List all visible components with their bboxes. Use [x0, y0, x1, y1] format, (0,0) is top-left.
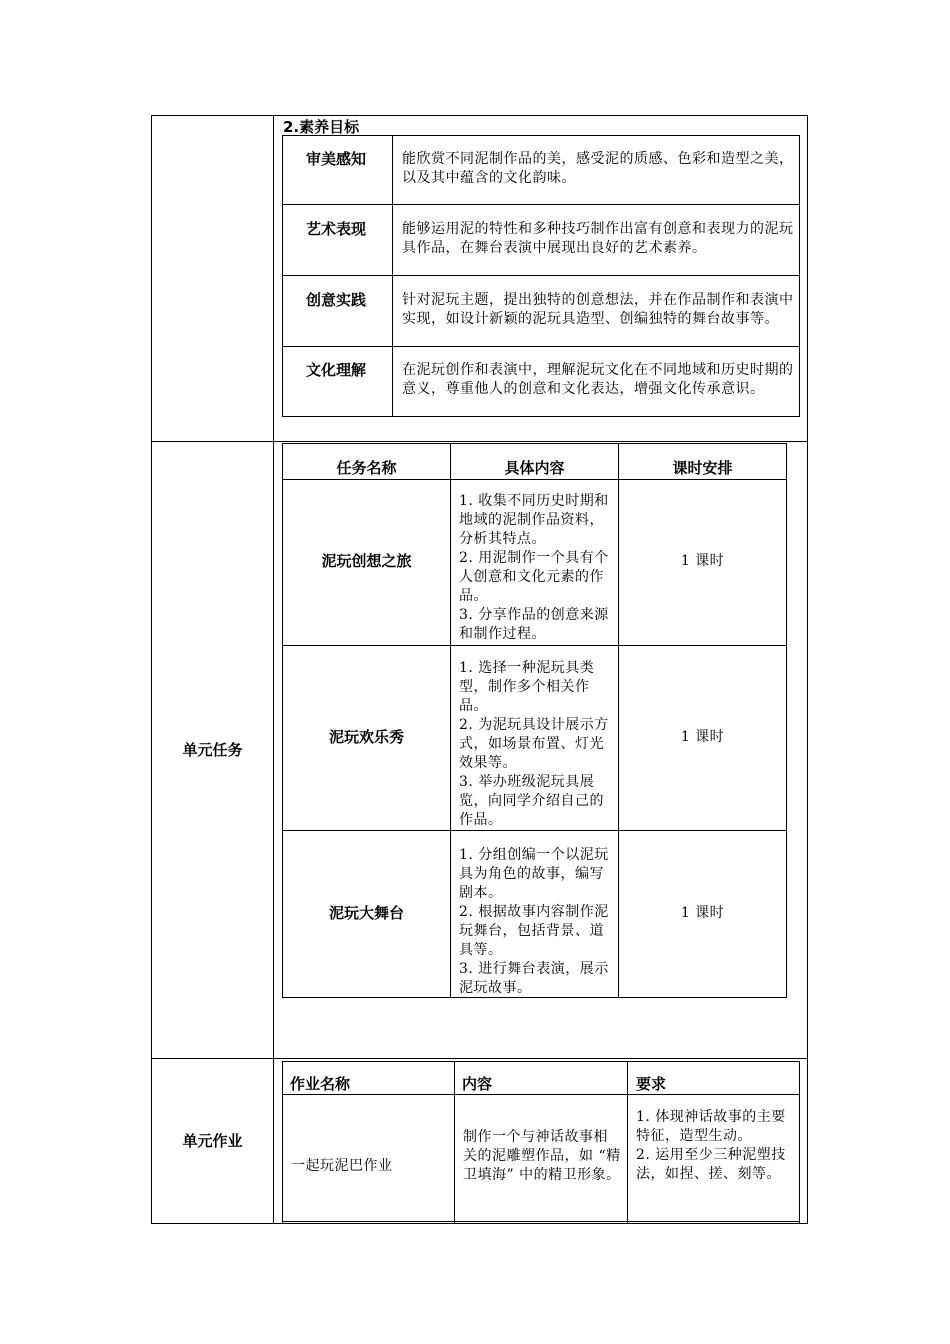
- literacy-desc-art-expression: 能够运用泥的特性和多种技巧制作出富有创意和表现力的泥玩具作品，在舞台表演中展现出良好的艺术素养。: [402, 221, 794, 256]
- tasks-header-content: 具体内容: [504, 458, 565, 477]
- homework-content: 制作一个与神话故事相关的泥雕塑作品，如 “精卫填海” 中的精卫形象。: [463, 1129, 621, 1183]
- literacy-desc-culture: 在泥玩创作和表演中，理解泥玩文化在不同地域和历史时期的意义，尊重他人的创意和文化表达，增强文化传承意识。: [402, 362, 794, 397]
- task-content: [459, 492, 611, 644]
- literacy-name-art-expression: 艺术表现: [306, 220, 367, 238]
- tasks-header-name: 任务名称: [336, 458, 397, 477]
- task-content-item: 3. 举办班级泥玩具展览，向同学介绍自己的作品。: [459, 774, 604, 828]
- task-content-item: 3. 进行舞台表演，展示泥玩故事。: [459, 961, 609, 996]
- task-content-item: 1. 分组创编一个以泥玩具为角色的故事，编写剧本。: [459, 847, 609, 901]
- literacy-desc-creative-practice: 针对泥玩主题，提出独特的创意想法，并在作品制作和表演中实现，如设计新颖的泥玩具造型、创编独特的舞台故事等。: [402, 292, 794, 327]
- unit-tasks-label: 单元任务: [182, 740, 243, 759]
- homework-requirement-item: 2. 运用至少三种泥塑技法，如捏、搓、刻等。: [636, 1147, 786, 1182]
- task-content: [459, 659, 611, 830]
- literacy-desc-aesthetic: 能欣赏不同泥制作品的美，感受泥的质感、色彩和造型之美，以及其中蕴含的文化韵味。: [402, 151, 794, 186]
- homework-requirement-item: 1. 体现神话故事的主要特征，造型生动。: [636, 1109, 786, 1144]
- homework-name: 一起玩泥巴作业: [291, 1158, 393, 1174]
- outer-top-border: [151, 115, 808, 116]
- unit-homework-label: 单元作业: [182, 1131, 243, 1150]
- task-hours: 1 课时: [680, 553, 725, 569]
- task-content-item: 3. 分享作品的创意来源和制作过程。: [459, 607, 609, 642]
- task-content-item: 2. 为泥玩具设计展示方式，如场景布置、灯光效果等。: [459, 717, 609, 771]
- literacy-name-culture: 文化理解: [306, 361, 367, 379]
- homework-requirements: [636, 1108, 793, 1184]
- homework-header-requirements: 要求: [636, 1075, 667, 1093]
- literacy-name-creative-practice: 创意实践: [306, 291, 367, 309]
- homework-header-name: 作业名称: [290, 1075, 351, 1093]
- task-hours: 1 课时: [680, 905, 725, 921]
- homework-table-bottom: [282, 1221, 800, 1222]
- tasks-table-right-edge: [786, 443, 787, 998]
- homework-header-content: 内容: [462, 1075, 493, 1093]
- task-name: 泥玩欢乐秀: [328, 728, 404, 746]
- literacy-name-aesthetic: 审美感知: [306, 150, 367, 168]
- task-name: 泥玩创想之旅: [321, 552, 412, 570]
- task-content: [459, 846, 611, 998]
- task-content-item: 2. 用泥制作一个具有个人创意和文化元素的作品。: [459, 550, 609, 604]
- task-content-item: 1. 选择一种泥玩具类型，制作多个相关作品。: [459, 660, 595, 714]
- task-content-item: 2. 根据故事内容制作泥玩舞台，包括背景、道具等。: [459, 904, 609, 958]
- tasks-header-hours: 课时安排: [672, 458, 733, 477]
- literacy-heading: 2.素养目标: [283, 118, 360, 136]
- task-hours: 1 课时: [680, 729, 725, 745]
- task-name: 泥玩大舞台: [328, 904, 404, 922]
- task-content-item: 1. 收集不同历史时期和地域的泥制作品资料，分析其特点。: [459, 493, 609, 547]
